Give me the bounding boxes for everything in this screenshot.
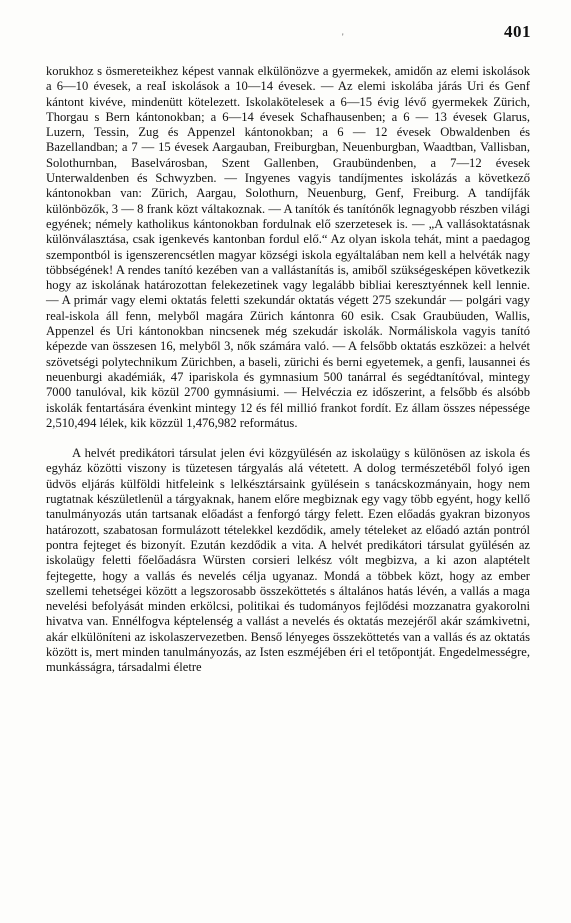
page-mark: '	[342, 32, 344, 42]
body-text	[46, 64, 530, 676]
page-number: 401	[504, 22, 531, 41]
paragraph-2: A helvét predikátori társulat jelen évi közgyülésén az iskolaügy s különösen az iskola és egyház közötti viszony is tüzetesen tárgyalás alá vétetett. A dolog természetéből folyó igen üdvös eljárás külföldi hitfeleink s lelkésztársaink gyülésein s tanácskozmányain, hogy nem rugtatnak készületlenül a tárgyaknak, hanem előre megbiznak egy vagy több egyént, hogy kellő tanulmányozás után tartsanak előadást a fenforgó tárgy felett. Ezen előadás gyakran bizonyos határozott, szabatosan formulázott tételekkel kezdődik, amely tételeket az előadó aztán pontról pontra fejteget és bizonyít. Ezután kezdődik a vita. A helvét predikátori társulat gyülésén az iskolaügy feletti főelőadásra Würsten corsieri lelkész vólt megbizva, a ki azon alaptételt fejtegette, hogy a vallás és nevelés célja ugyanaz. Mondá a többek közt, hogy az ember szellemi tehetségei között a legszorosabb összeköttetés s általános hatás lévén, a vallás a maga nevelési befolyását minden erkölcsi, politikai és tudományos fejlődési mozzanatra gyakorolni hivatva van. Ennélfogva képtelenség a vallást a nevelés és oktatás mezejéről akár számkivetni, akár elkülöníteni az iskolaszervezetben. Benső lényeges összeköttetés van a vallás és az oktatás között is, mert minden tanulmányozás, az Isten eszméjében éri el tetőpontját. Engedelmességre, munkásságra, társadalmi életre	[46, 446, 530, 675]
paragraph-1: korukhoz s ösmereteikhez képest vannak elkülönözve a gyermekek, amidőn az elemi iskolások a 6—10 évesek, a reaI iskolások a 10—14 évesek. — Az elemi iskolába járás Uri és Genf kántont kivéve, mindenütt kötelezett. Iskolakötelesek a 6—15 évig lévő gyermekek Zürich, Thorgau s Bern kántonokban; a 6—14 évesek Schafhausenben; a 6 — 13 évesek Glarus, Luzern, Tessin, Zug és Appenzel kántonokban; a 6 — 12 évesek Obwaldenben és Bazellandban; a 7 — 15 évesek Aargauban, Freiburgban, Neuenburgban, Waadtban, Vallisban, Solothurnban, Baselvárosban, Szent Gallenben, Graubündenben, a 7—12 évesek Unterwaldenben és Schwyzben. — Ingyenes vagyis tandíjmentes iskolázás a következő kántonokban van: Zürich, Aargau, Solothurn, Neuenburg, Genf, Freiburg. A tandíjfák különbözők, 3 — 8 frank közt váltakoznak. — A tanítók és tanítónők legnagyobb részben világi egyének; némely katholikus kántonokban fordulnak elő szerzetesek is. — „A vallásoktatásnak különválasztása, csak igenkevés kantonban fordul elő.“ Az olyan iskola tehát, mint a paedagog szempontból is igenszerencsétlen magyar községi iskola egyáltalában nem kell a helvéták nagy többségének! A rendes tanító kezében van a vallástanítás is, amiből szükségesképen következik hogy az iskolának határozottan felekezetinek vagy legalább bibliai keresztyénnek kell lennie. — A primár vagy elemi oktatás feletti szekundár oktatás végett 275 szekundár — polgári vagy real-iskola áll fenn, melyből magára Zürich kántonra 60 esik. Csak Graubüuden, Wallis, Appenzel és Uri kántonokban nincsenek még szekudár iskolák. Normáliskola vagyis tanító képezde van összesen 16, melyből 3, nők számára való. — A felsőbb oktatás eszközei: a helvét szövetségi polytechnikum Zürichben, a baseli, zürichi és berni egyetemek, a genfi, lausannei és neuenburgi akadémiák, 47 ipariskola és gymnasium 500 tanárral és segédtanítóval, mintegy 7000 tanulóval, kik közül 2700 gymnásiumi. — Helvéczia ez időszerint, a felsőbb és alsóbb iskolák fentartására évenkint mintegy 12 és fél millió frankot fordít. Ez állam összes népessége 2,510,494 lélek, kik közzül 1,476,982 református.	[46, 64, 530, 430]
paragraph-spacing	[46, 431, 530, 446]
